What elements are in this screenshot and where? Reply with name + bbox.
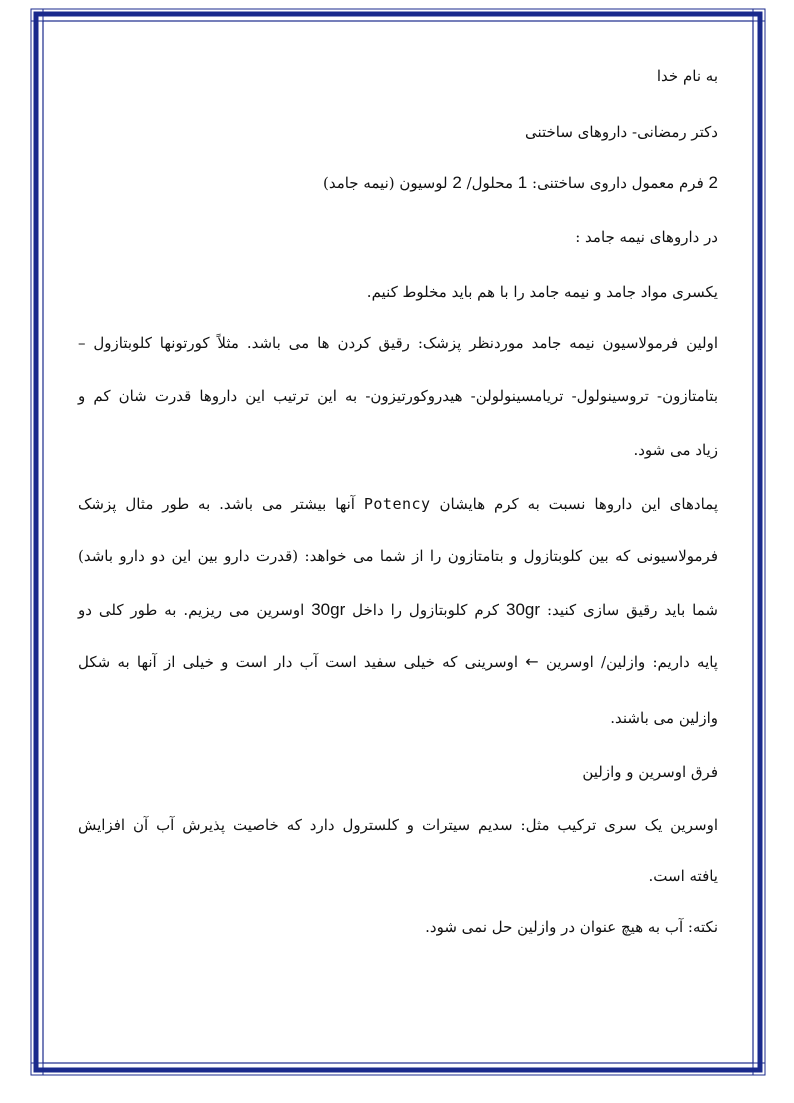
paragraph-potency-5: وازلین می باشند.: [610, 709, 718, 727]
paragraph-eucerin-2: یافته است.: [648, 867, 718, 885]
paragraph-potency: پمادهای این داروها نسبت به کرم هایشان Potency آنها بیشتر می باشد. به طور مثال پزشک: [78, 495, 719, 513]
note-line: نکته: آب به هیچ عنوان در وازلین حل نمی شود.: [425, 918, 718, 936]
document-heading: به نام خدا: [656, 67, 718, 85]
paragraph-semisolid: در داروهای نیمه جامد :: [575, 228, 718, 246]
paragraph-dilution: اولین فرمولاسیون نیمه جامد موردنظر پزشک: رقیق کردن ها می باشد. مثلاً کورتونها کلوبتازول –: [78, 334, 718, 352]
paragraph-potency-2: فرمولاسیونی که بین کلوبتازول و بتامتازون را از شما می خواهد: (قدرت دارو بین این دو دارو باشد): [78, 547, 718, 565]
document-body: [78, 0, 718, 1103]
paragraph-forms: 2 فرم معمول داروی ساختنی: 1 محلول/ 2 لوسیون (نیمه جامد): [322, 173, 718, 192]
paragraph-mixing: یکسری مواد جامد و نیمه جامد را با هم باید مخلوط کنیم.: [366, 283, 718, 301]
author-line: دکتر رمضانی- داروهای ساختنی: [524, 123, 718, 141]
arrow-left-icon: ←: [525, 652, 539, 671]
paragraph-dilution-3: زیاد می شود.: [633, 441, 718, 459]
paragraph-potency-4: پایه داریم: وازلین/ اوسرین ← اوسرینی که خیلی سفید است آب دار است و خیلی از آنها به شکل: [78, 652, 718, 671]
paragraph-potency-3: شما باید رقیق سازی کنید: 30gr کرم کلوبتازول را داخل 30gr اوسرین می ریزیم. به طور کلی دو: [78, 600, 718, 619]
paragraph-dilution-2: بتامتازون- تروسینولول- تریامسینولولن- هیدروکورتیزون- به این ترتیب این داروها قدرت شان کم و: [78, 387, 718, 405]
paragraph-eucerin: اوسرین یک سری ترکیب مثل: سدیم سیترات و کلسترول دارد که خاصیت پذیرش آب آن افزایش: [78, 816, 718, 834]
section-heading-difference: فرق اوسرین و وازلین: [582, 763, 718, 781]
